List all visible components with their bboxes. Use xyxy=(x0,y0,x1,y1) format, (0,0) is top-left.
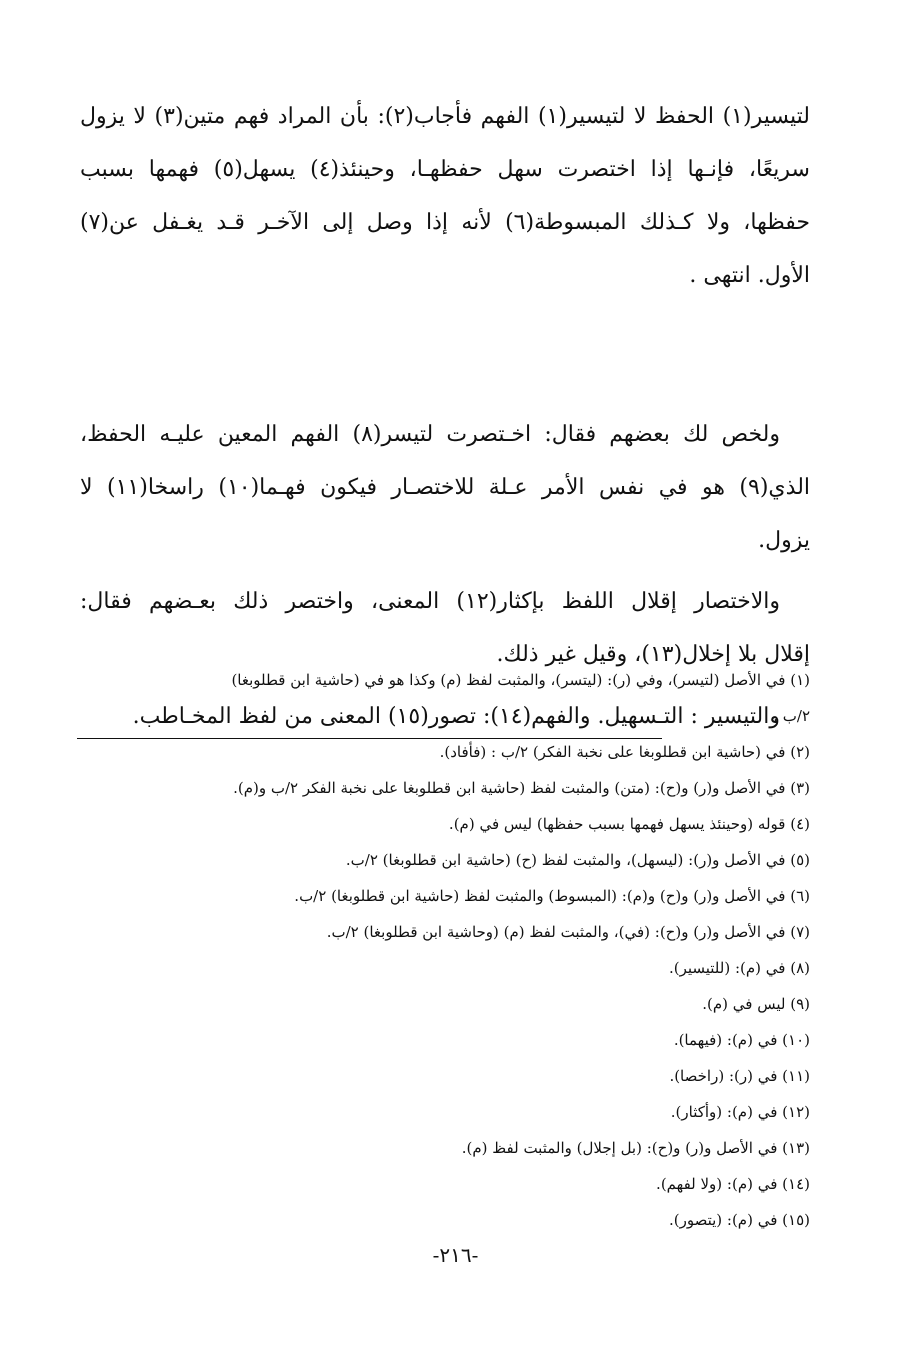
footnote: (٣) في الأصل و(ر) و(ح): (متن) والمثبت لفظ (حاشية ابن قطلوبغا على نخبة الفكر ٢/ب و(م). xyxy=(233,779,810,797)
footnote: (١) في الأصل (لتيسر)، وفي (ر): (ليتسر)، والمثبت لفظ (م) وكذا هو في (حاشية ابن قطلوبغا) xyxy=(231,671,810,689)
text-line: الأول. انتهى . xyxy=(689,263,810,288)
footnotes xyxy=(80,662,810,1238)
text-line: ولخص لك بعضهم فقال: اخـتصرت لتيسر(٨) الفهم المعين عليـه الحفظ، xyxy=(80,422,780,447)
paragraph-1 xyxy=(80,90,810,302)
text-line: والاختصار إقلال اللفظ بإكثار(١٢) المعنى، واختصر ذلك بعـضهم فقال: xyxy=(80,589,780,614)
footnote: (١٠) في (م): (فيهما). xyxy=(673,1031,810,1049)
footnote: (٩) ليس في (م). xyxy=(702,995,810,1013)
text-line: إقلال بلا إخلال(١٣)، وقيل غير ذلك. xyxy=(496,642,810,667)
footnote: (٦) في الأصل و(ر) و(ح) و(م): (المبسوط) والمثبت لفظ (حاشية ابن قطلوبغا) ٢/ب. xyxy=(294,887,810,905)
text-line: الذي(٩) هو في نفس الأمر عـلة للاختصـار فيكون فهـما(١٠) راسخا(١١) لا xyxy=(80,475,811,500)
footnote: (٤) قوله (وحينئذ يسهل فهمها بسبب حفظها) ليس في (م). xyxy=(448,815,810,833)
footnote-continuation: ٢/ب . xyxy=(773,707,810,725)
footnote: (١٥) في (م): (يتصور). xyxy=(668,1211,810,1229)
footnote: (١٣) في الأصل و(ر) و(ح): (بل إجلال) والمثبت لفظ (م). xyxy=(461,1139,810,1157)
footnote: (٧) في الأصل و(ر) و(ح): (في)، والمثبت لفظ (م) (وحاشية ابن قطلوبغا) ٢/ب. xyxy=(326,923,810,941)
paragraph-2 xyxy=(80,408,810,567)
text-line: والتيسير : التـسهيل. والفهم(١٤): تصور(١٥) المعنى من لفظ المخـاطب. xyxy=(132,704,780,729)
page-body xyxy=(80,90,810,1290)
page-number: -٢١٦- xyxy=(432,1243,479,1267)
footnote: (٨) في (م): (للتيسير). xyxy=(668,959,810,977)
footnote: (١٢) في (م): (وأكثار). xyxy=(670,1103,810,1121)
text-line: سريعًا، فإنـها إذا اختصرت سهل حفظهـا، وحينئذ(٤) يسهل(٥) فهمها بسبب xyxy=(80,157,810,182)
footnote: (١١) في (ر): (راخصا). xyxy=(669,1067,810,1085)
text-line: لتيسير(١) الحفظ لا لتيسير(١) الفهم فأجاب(٢): بأن المراد فهم متين(٣) لا يزول xyxy=(80,104,810,129)
footnote: (٥) في الأصل و(ر): (ليسهل)، والمثبت لفظ (ح) (حاشية ابن قطلوبغا) ٢/ب. xyxy=(345,851,810,869)
footnote: (٢) في (حاشية ابن قطلوبغا على نخبة الفكر) ٢/ب : (فأفاد). xyxy=(439,743,810,761)
text-line: حفظها، ولا كـذلك المبسوطة(٦) لأنه إذا وصل إلى الآخـر قـد يغـفل عن(٧) xyxy=(80,210,810,235)
footnote: (١٤) في (م): (ولا لفهم). xyxy=(656,1175,810,1193)
text-line: يزول. xyxy=(758,528,810,553)
